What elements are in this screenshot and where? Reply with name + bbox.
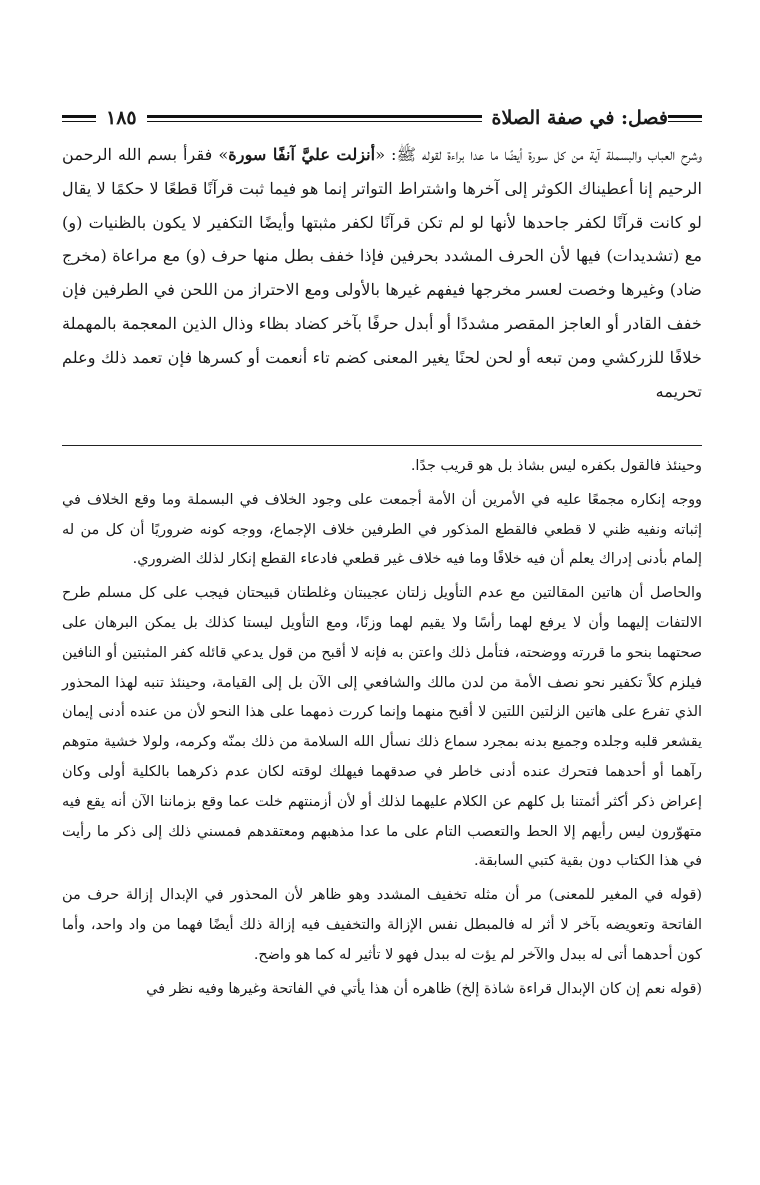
hadith-quote: أنزلت عليَّ آنفًا سورة [228,145,376,164]
running-header [62,100,702,136]
commentary [62,452,702,1004]
main-text-before-quote: وشرح العباب والبسملة آية من كل سورة أيضًا ما عدا براءة لقوله ﷺ: « [375,145,702,164]
commentary-paragraph: (قوله نعم إن كان الإبدال قراءة شاذة إلخ) ظاهره أن هذا يأتي في الفاتحة وغيرها وفيه نظر في [146,980,702,997]
header-rule-left [62,115,96,122]
commentary-paragraph: ووجه إنكاره مجمعًا عليه في الأمرين أن الأمة أجمعت على وجود الخلاف في البسملة وما وقع الخلاف في إثباته ونفيه ظني لا قطعي فالقطع المذكور في الطرفين خلاف الإجماع، ووجه كونه ضروريًا أن كل من له إلمام بأدنى إدراك يعلم أن فيه خلافًا وما فيه خلاف غير قطعي فادعاء القطع إنكار لذلك الضروري. [62,491,702,568]
chapter-title: فصل: في صفة الصلاة [491,107,668,129]
main-paragraph [62,138,702,408]
main-text [62,138,702,408]
main-text-after-quote: » فقرأ بسم الله الرحمن الرحيم إنا أعطيناك الكوثر إلى آخرها واشتراط التواتر إنما هو فيما ثبت قرآنًا قطعًا لا حكمًا لا يقال لو كانت قرآنًا لكفر جاحدها لأنها لو لم تكن قرآنًا لكفر مثبتها وأيضًا التكفير لا يكون بالظنيات (و) مع (تشديدات) فيها لأن الحرف المشدد بحرفين فإذا خفف بطل منها حرف (و) مع مراعاة (مخرج ضاد) وغيرها وخصت لعسر مخرجها فيفهم غيرها بالأولى ومع الاحتراز من اللحن في الطرفين فإن خفف القادر أو العاجز المقصر مشددًا أو أبدل حرفًا بآخر كضاد بظاء وذال الذين المعجمة بالمهملة خلافًا للزركشي ومن تبعه أو لحن لحنًا يغير المعنى كضم تاء أنعمت أو كسرها فإن تعمد ذلك وعلم تحريمه [62,145,702,401]
page-number: ١٨٥ [106,107,137,129]
commentary-paragraph: (قوله في المغير للمعنى) مر أن مثله تخفيف المشدد وهو ظاهر لأن المحذور في الإبدال إزالة حرف من الفاتحة وتعويضه بآخر لا أثر له فالمبطل نفس الإزالة والتخفيف فيه إزالة ذلك أيضًا فهما من واد واحد، وأما كون أحدهما أتى له ببدل والآخر لم يؤت له ببدل فهو لا تأثير له كما هو واضح. [62,887,702,963]
header-rule [147,115,482,122]
footnote-separator [62,445,702,446]
commentary-paragraph: وحينئذ فالقول بكفره ليس بشاذ بل هو قريب جدًا. [410,458,702,474]
commentary-paragraph: والحاصل أن هاتين المقالتين مع عدم التأويل زلتان عجيبتان وغلطتان قبيحتان فيجب على كل مسلم طرح الالتفات إليهما وأن لا يرفع لهما رأسًا ولا يقيم لهما وزنًا، ومع التأويل ليستا كذلك بل يمكن البرهان على صحتهما بنحو ما قررته ووضحته، فتأمل ذلك واعتن به فإنه لا أقبح من قول يدعي قائله كفر المثبتين أو النافين فيلزم كلاً تكفير نحو نصف الأمة من لدن مالك والشافعي إلى الآن بل إلى القيامة، وحينئذ تنبه لهذا المحذور الذي تفرع على هاتين الزلتين اللتين لا أقبح منهما وإنما كررت ذمهما على هذا النحو لأن من عنده أدنى إيمان يقشعر قلبه وجلده وجميع بدنه بمجرد سماع ذلك نسأل الله السلامة من ذلك بمنّه وكرمه، ولولا خشية متوهم رآهما أو أحدهما فتحرك عنده أدنى خاطر في صدقهما فيهلك لوقته لكان عدم ذكرهما بالكلية أولى وكان إعراض ذكر أكثر أئمتنا بل كلهم عن الكلام عليهما لذلك أو لأن أزمنتهم خلت عما وقع بزماننا الآن أنه يقع فيه متهوّرون ليس رأيهم إلا الحط والتعصب التام على ما عدا مذهبهم ومعتقدهم فمسني ذلك إلى ذكر ما رأيت في هذا الكتاب دون بقية كتبي السابقة. [62,585,702,870]
header-rule-right [668,115,702,122]
